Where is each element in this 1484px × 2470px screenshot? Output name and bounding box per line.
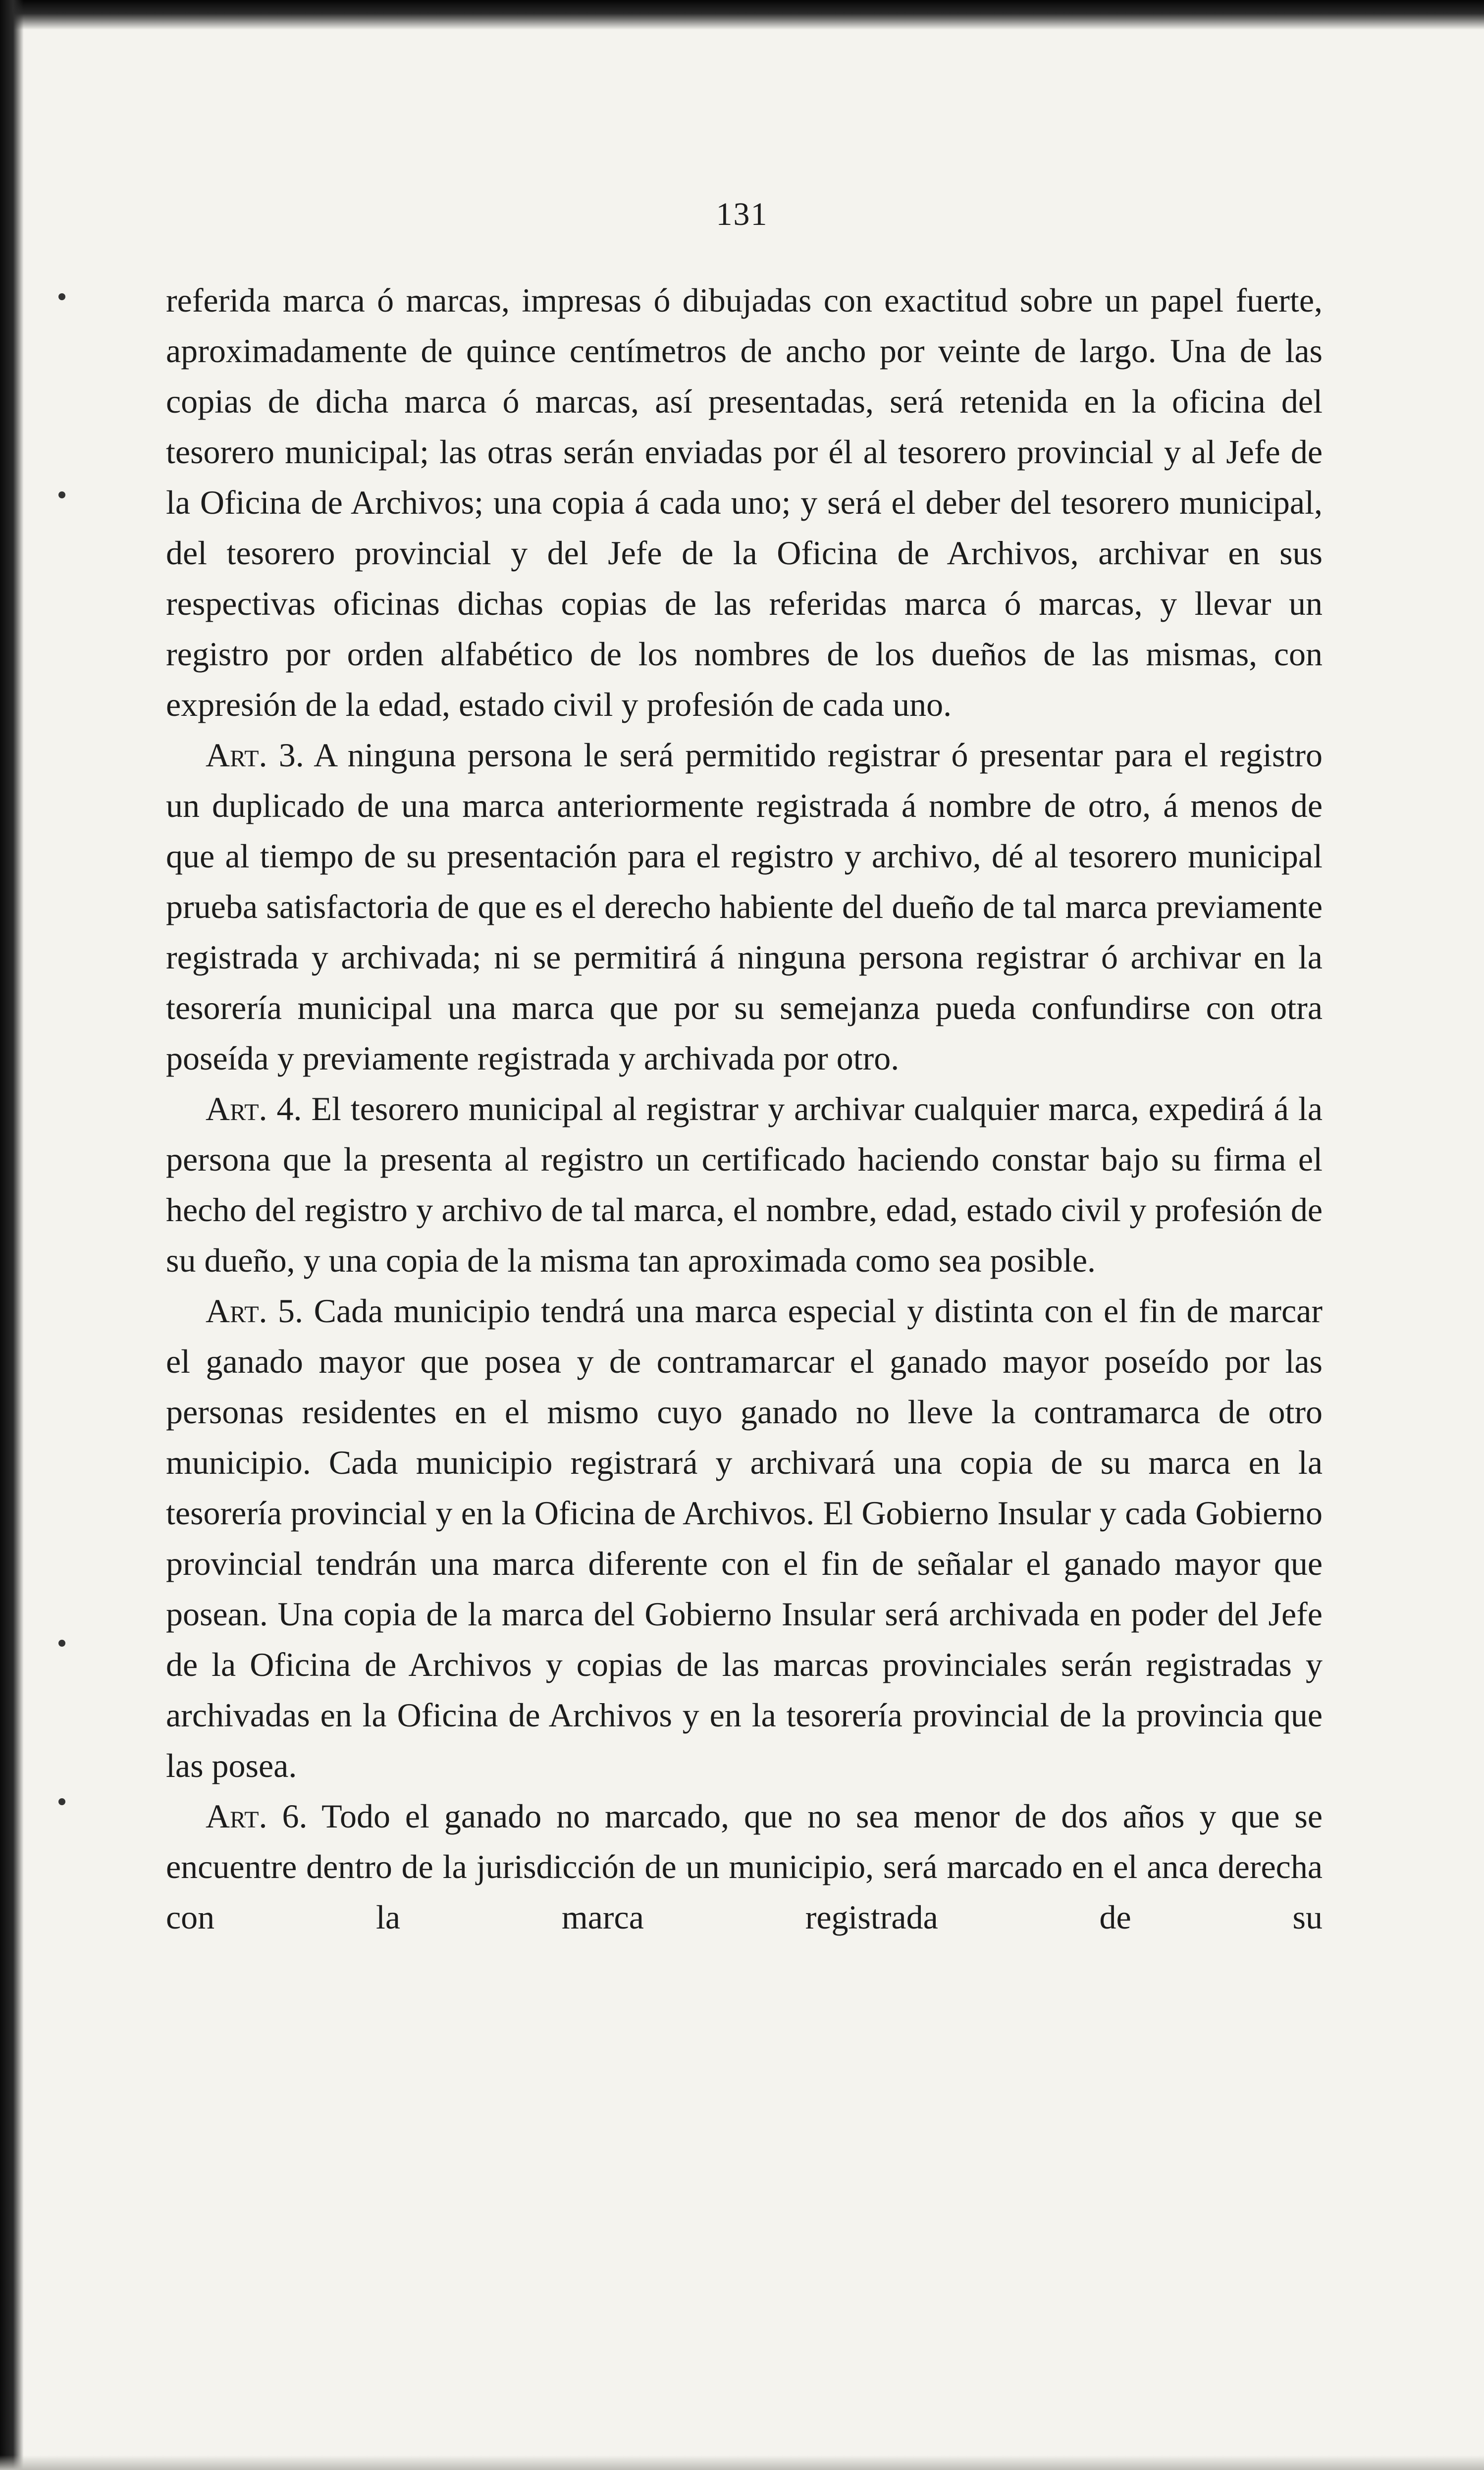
paragraph-continuation <box>166 275 1323 730</box>
article-label: Art. 4. <box>206 1090 302 1128</box>
scan-speck <box>58 293 65 300</box>
scan-left-edge <box>0 0 24 2470</box>
paragraph-text: A ninguna persona le será permitido registrar ó presentar para el registro un duplicado de una marca anteriormente registrada á nombre de otro, á menos de que al tiempo de su presentación para el registro y archivo, dé al tesorero municipal prueba satisfactoria de que es el derecho habiente del dueño de tal marca previamente registrada y archivada; ni se permitirá á ninguna persona registrar ó archivar en la tesorería municipal una marca que por su semejanza pueda confundirse con otra poseída y previamente registrada y archivada por otro. <box>166 736 1323 1077</box>
paragraph-text: El tesorero municipal al registrar y archivar cualquier marca, expedirá á la persona que la presenta al registro un certificado haciendo constar bajo su firma el hecho del registro y archivo de tal marca, el nombre, edad, estado civil y profesión de su dueño, y una copia de la misma tan aproximada como sea posible. <box>166 1090 1323 1279</box>
scan-bottom-edge <box>0 2455 1484 2470</box>
paragraph-text: referida marca ó marcas, impresas ó dibujadas con exactitud sobre un papel fuerte, aproximadamente de quince centímetros de ancho por veinte de largo. Una de las copias de dicha marca ó marcas, así presentadas, será retenida en la oficina del tesorero municipal; las otras serán enviadas por él al tesorero provincial y al Jefe de la Oficina de Archivos; una copia á cada uno; y será el deber del tesorero municipal, del tesorero provincial y del Jefe de la Oficina de Archivos, archivar en sus respectivas oficinas dichas copias de las referidas marca ó marcas, y llevar un registro por orden alfabético de los nombres de los dueños de las mismas, con expresión de la edad, estado civil y profesión de cada uno. <box>166 281 1323 723</box>
paragraph-text: Cada municipio tendrá una marca especial y distinta con el fin de marcar el ganado mayor que posea y de contramarcar el ganado mayor poseído por las personas residentes en el mismo cuyo ganado no lleve la contramarca de otro municipio. Cada municipio registrará y archivará una copia de su marca en la tesorería provincial y en la Oficina de Archivos. El Gobierno Insular y cada Gobierno provincial tendrán una marca diferente con el fin de señalar el ganado mayor que posean. Una copia de la marca del Gobierno Insular será archivada en poder del Jefe de la Oficina de Archivos y copias de las marcas provinciales serán registradas y archivadas en la Oficina de Archivos y en la tesorería provincial de la provincia que las posea. <box>166 1292 1323 1784</box>
article-label: Art. 6. <box>206 1797 308 1835</box>
article-label: Art. 3. <box>206 736 304 774</box>
scan-speck <box>58 1798 65 1805</box>
scan-speck <box>58 491 65 498</box>
page-number: 131 <box>716 196 768 232</box>
body-text <box>166 275 1323 1942</box>
scan-speck <box>58 1640 65 1647</box>
article-label: Art. 5. <box>206 1292 304 1330</box>
scan-top-edge <box>0 0 1484 30</box>
paragraph-text: Todo el ganado no marcado, que no sea menor de dos años y que se encuentre dentro de la jurisdicción de un municipio, será marcado en el anca derecha con la marca registrada de su <box>166 1797 1323 1936</box>
paragraph-article-5 <box>166 1286 1323 1791</box>
paragraph-article-4 <box>166 1083 1323 1286</box>
paragraph-article-3 <box>166 730 1323 1083</box>
paragraph-article-6 <box>166 1791 1323 1942</box>
